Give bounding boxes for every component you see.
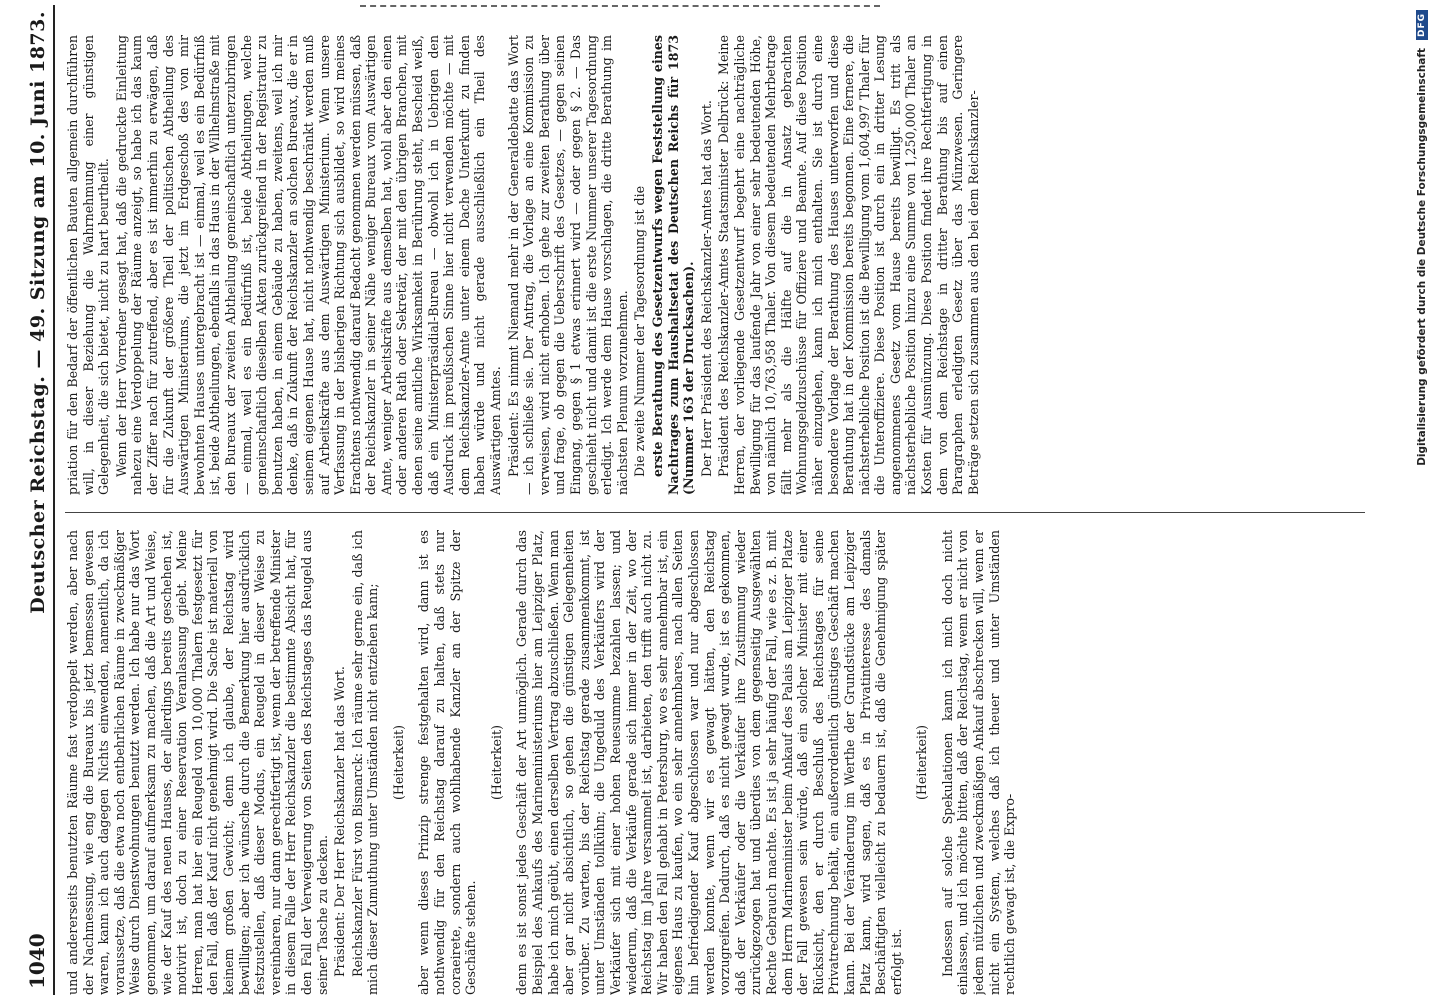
paragraph: Reichskanzler Fürst von Bismarck: Ich räume sehr gerne ein, daß ich mich dieser Zumuthung unter Umständen nicht entziehen kann; xyxy=(349,530,381,995)
sidebar-text-row xyxy=(1412,0,1432,990)
speaker-line: Präsident: Der Herr Reichskanzler hat das Wort. xyxy=(332,666,348,977)
page-number: 1040 xyxy=(25,933,49,989)
speaker-line: Präsident des Reichskanzler-Amtes Staatsminister Delbrück: Meine Herren, der vorliegende Gesetzentwurf begehrt eine nachträgliche Bewilligung für das laufende Jahr von einer sehr bedeutenden Höhe, von nämlich 10,763,958 Thaler. Von diesem bedeutenden Mehrbetrage fällt mehr als die Hälfte auf die in Ansatz gebrachten Wohnungsgeldzuschüsse für Offiziere und Beamte. Auf diese Position näher einzugehen, kann ich mich enthalten. Sie ist durch eine besondere Vorlage der Berathung des Hauses unterworfen und diese Berathung hat in der Kommission bereits begonnen. Eine fernere, die nächsterhebliche Position ist die Bewilligung vom 1,604,997 Thaler für die Unteroffiziere. Diese Position ist durch ein in dritter Lesung angenommenes Gesetz vom Hause bereits bewilligt. Es tritt als nächsterhebliche Position hinzu eine Summe von 1,250,000 Thaler an Kosten für Ausmünzung. Diese Position findet ihre Rechtfertigung in dem von dem Reichstage in dritter Berathung bis auf einen Paragraphen erledigten Gesetz über das Münzwesen. Geringere Beträge setzen sich zusammen aus den bei dem Reichskanzler- xyxy=(716,35,981,495)
paragraph: Indessen auf solche Spekulationen kann ich mich doch nicht einlassen, und ich möchte bitten, daß der Reichstag, wenn er nicht von jedem nützlichen und zweckmäßigen Ankauf abschrecken will, wenn er nicht ein System, welches daß ich theuer und unter Umständen rechtlich gewagt ist, die Expro- xyxy=(939,530,1018,995)
agenda-heading: erste Berathung des Gesetzentwurfs wegen Feststellung eines Nachtrages zum Haushaltsetat des Deutschen Reichs für 1873 (Nummer 163 der Drucksachen). xyxy=(649,35,697,495)
laughter-note: (Heiterkeit) xyxy=(914,725,930,800)
laughter-note: (Heiterkeit) xyxy=(390,725,406,800)
paragraph: denn es ist sonst jedes Geschäft der Art unmöglich. Gerade durch das Beispiel des Ankaufs des Marineministeriums hier am Leipziger Platz, habe ich mich geübt, einen derselben Vertrag abzuschließen. Wenn man aber gar nicht absichtlich, so gehen die günstigen Gelegenheiten vorüber. Zu warten, bis der Reichstag gerade zusammenkommt, ist unter Umständen tollkühn; die Ungeduld des Verkäufers wird der Verkäufer sich mit einer hohen Reuesumme bezahlen lassen; und wiederum, daß die Verkäufe gerade sich immer in der Zeit, wo der Reichstag im Jahre versammelt ist, darbieten, den trifft auch nicht zu. Wir haben den Fall gehabt in Petersburg, wo es sehr annehmbar ist, ein eigenes Haus zu kaufen, wo ein sehr annehmbares, nach allen Seiten hin befriedigender Kauf abgeschlossen war und nur abgeschlossen werden konnte, wenn wir es gewagt hätten, den Reichstag vorzugreifen. Dadurch, daß es nicht gewagt wurde, ist es gekommen, daß der Verkäufer oder die Verkäufer ihre Zustimmung wieder zurückgezogen hat und überdies von dem gegenseitig Ausgewählten Rechte Gebrauch machte. Es ist ja sehr häufig der Fall, wie es z. B. mit dem Herrn Marineminister beim Ankauf des Palais am Leipziger Platze der Fall gewesen sein würde, daß ein solcher Minister mit einer Rücksicht, den er durch Beschluß des Reichstages für seine Privatrechnung behält, ein außerordentlich günstiges Geschäft machen kann. Bei der Veränderung im Werthe der Grundstücke am Leipziger Platz kann, wird sagen, daß es in Privatinteresse des damals Beschäftigten vielleicht zu bedauern ist, daß die Genehmigung später erfolgt ist. xyxy=(514,530,904,995)
speaker-line: Präsident: Es nimmt Niemand mehr in der Generaldebatte das Wort — ich schließe sie. Der Antrag, die Vorlage an eine Kommission zu verweisen, wird nicht erhoben. Ich gehe zur zweiten Berathung über und frage, ob gegen die Ueberschrift des Gesetzes, — gegen seinen Eingang, gegen § 1 etwas erinnert wird — oder gegen § 2. — Das geschieht nicht und damit ist die erste Nummer unserer Tagesordnung erledigt. Ich werde dem Hause vorschlagen, die dritte Berathung im nächsten Plenum vorzunehmen. xyxy=(505,35,630,495)
text-columns xyxy=(65,5,1385,995)
running-title: Deutscher Reichstag. — 49. Sitzung am 10. Juni 1873. xyxy=(27,11,49,614)
rotated-page-content xyxy=(15,5,1395,995)
paragraph: priation für den Bedarf der öffentlichen Bauten allgemein durchführen will, in dieser Beziehung die Wahrnehmung einer günstigen Gelegenheit, die sich bietet, nicht zu hart beurtheilt. xyxy=(65,35,112,495)
page-header xyxy=(15,5,55,995)
digitization-sidebar xyxy=(1410,0,1432,1000)
paragraph: Der Herr Präsident des Reichskanzler-Amtes hat das Wort. xyxy=(698,100,714,477)
paragraph: und andererseits benutzten Räume fast verdoppelt werden, aber nach der Nachmessung, wie eng die Bureaux bis jetzt bemessen gewesen waren, kann ich auch dagegen Nichts einwenden, namentlich, da ich voraussetze, daß die etwa noch entbehrlichen Räume in zweckmäßiger Weise durch Dienstwohnungen benutzt werden. Ich habe nur das Wort genommen, um darauf aufmerksam zu machen, daß die Art und Weise, wie der Kauf des neuen Hauses, der allerdings bereits geschehen ist, motivirt ist, doch zu einer Reservation Veranlassung giebt. Meine Herren, man hat hier ein Reugeld von 10,000 Thalern festgesetzt für den Fall, daß der Kauf nicht genehmigt wird. Die Sache ist materiell von keinem großen Gewicht; denn ich glaube, der Reichstag wird bewilligen; aber ich wünsche durch die Bemerkung hier ausdrücklich festzustellen, daß dieser Modus, ein Reugeld in dieser Weise zu vereinbaren, nur dann gerechtfertigt ist, wenn der betreffende Minister in diesem Falle der Herr Reichskanzler die bestimmte Absicht hat, für den Fall der Verweigerung von Seiten des Reichstages das Reugeld aus seiner Tasche zu decken. xyxy=(65,530,330,995)
column-divider xyxy=(65,512,1365,513)
dfg-logo: DFG xyxy=(1416,10,1428,40)
paragraph: Die zweite Nummer der Tagesordnung ist die xyxy=(632,185,648,477)
column-left xyxy=(65,530,1385,995)
laughter-note: (Heiterkeit) xyxy=(488,725,504,800)
column-right xyxy=(65,35,1385,495)
paragraph: Wenn der Herr Vorredner gesagt hat, daß die gedruckte Einleitung nahezu eine Verdoppelung der Räume anzeigt, so habe ich das kaum der Ziffer nach für zutreffend, aber es ist immerhin zu erwägen, daß für die Zukunft der größere Theil der politischen Abtheilung des Auswärtigen Ministeriums, die jetzt im Erdgeschoß des von mir bewohnten Hauses untergebracht ist — einmal, weil es ein Bedürfniß ist, beide Abtheilungen, ebenfalls in das Haus in der Wilhelmstraße mit den Bureaux der zweiten Abtheilung gemeinschaftlich unterzubringen — einmal, weil es ein Bedürfniß ist, beide Abtheilungen, welche gemeinschaftlich dieselben Akten zurückgreifend in der Registratur zu benutzen haben, in einem Gebäude zu haben, zweitens, weil ich mir denke, daß in Zukunft der Reichskanzler an solchen Bureaux, die er in seinem eigenen Hause hat, nicht nothwendig beschränkt werden muß auf Arbeitskräfte aus dem Auswärtigen Ministerium. Wenn unsere Verfassung in der bisherigen Richtung sich ausbildet, so wird meines Erachtens nothwendig darauf Bedacht genommen werden müssen, daß der Reichskanzler in seiner Nähe weniger Bureaux vom Auswärtigen Amte, weniger Arbeitskräfte aus demselben hat, wohl aber den einen oder anderen Rath oder Sekretär, der mit den übrigen Branchen, mit denen seine amtliche Wirksamkeit in Berührung steht, Bescheid weiß, daß ein Ministerpräsidial-Bureau — obwohl ich in Uebrigen den Ausdruck im preußischen Sinne hier nicht verwenden möchte — mit dem Reichskanzler-Amte unter einem Dache Unterkunft zu finden haben würde und nicht gerade ausschließlich ein Theil des Auswärtigen Amtes. xyxy=(113,35,504,495)
paragraph: aber wenn dieses Prinzip strenge festgehalten wird, dann ist es nothwendig für den Reichstag darauf zu halten, daß stets nur coraeirete, sondern auch wohlhabende Kanzler an der Spitze der Geschäfte stehen. xyxy=(416,530,479,995)
digitization-note: Digitalisierung gefördert durch die Deutsche Forschungsgemeinschaft xyxy=(1416,48,1428,466)
